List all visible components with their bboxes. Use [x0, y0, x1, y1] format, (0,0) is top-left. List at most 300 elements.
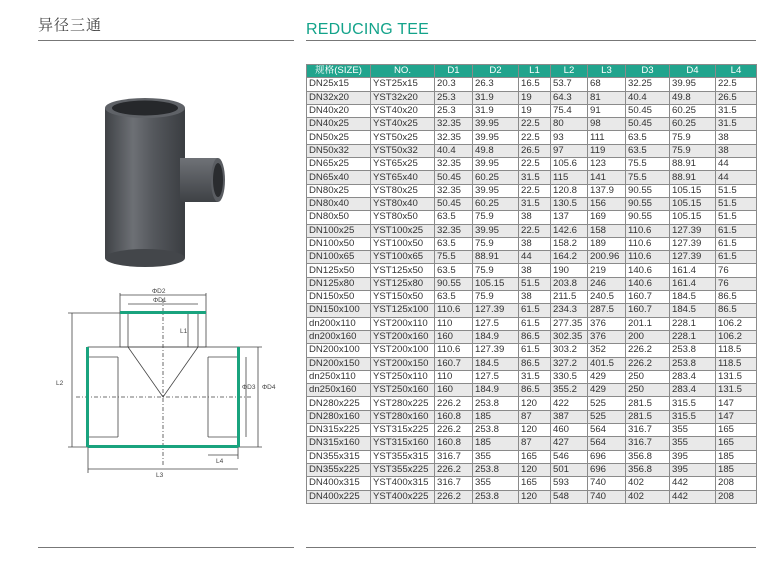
- table-cell: 127.5: [473, 317, 519, 330]
- table-cell: 38: [519, 291, 551, 304]
- table-cell: DN100x65: [307, 251, 371, 264]
- table-cell: 120: [519, 397, 551, 410]
- dimension-drawing: [48, 285, 288, 480]
- table-cell: 32.35: [435, 131, 473, 144]
- table-cell: 228.1: [670, 317, 716, 330]
- table-cell: 127.39: [670, 224, 716, 237]
- table-cell: 501: [551, 463, 588, 476]
- table-row: [307, 277, 757, 290]
- table-cell: 355.2: [551, 384, 588, 397]
- table-cell: 39.95: [473, 118, 519, 131]
- table-cell: 86.5: [519, 330, 551, 343]
- table-cell: 44: [716, 171, 757, 184]
- table-row: [307, 370, 757, 383]
- table-cell: YST65x25: [371, 158, 435, 171]
- table-cell: 61.5: [519, 317, 551, 330]
- table-cell: DN50x32: [307, 144, 371, 157]
- table-cell: 387: [551, 410, 588, 423]
- table-cell: 376: [588, 317, 626, 330]
- column-header: D1: [435, 65, 473, 78]
- table-cell: DN80x40: [307, 197, 371, 210]
- table-cell: dn200x160: [307, 330, 371, 343]
- table-cell: 201.1: [626, 317, 670, 330]
- table-cell: 75.9: [670, 131, 716, 144]
- reducing-tee-spec-table: [306, 64, 757, 504]
- table-cell: 51.5: [716, 211, 757, 224]
- table-cell: 160.7: [626, 291, 670, 304]
- label-od2: ΦD2: [152, 288, 166, 295]
- table-cell: 303.2: [551, 344, 588, 357]
- table-row: [307, 197, 757, 210]
- table-cell: 110.6: [626, 251, 670, 264]
- title-divider-right: [306, 40, 756, 41]
- table-cell: 253.8: [473, 397, 519, 410]
- table-cell: 593: [551, 477, 588, 490]
- table-row: [307, 317, 757, 330]
- table-row: [307, 490, 757, 503]
- table-cell: 250: [626, 384, 670, 397]
- table-cell: 110.6: [435, 304, 473, 317]
- table-cell: 32.35: [435, 224, 473, 237]
- table-cell: YST250x160: [371, 384, 435, 397]
- table-cell: 61.5: [716, 251, 757, 264]
- table-cell: 281.5: [626, 410, 670, 423]
- table-row: [307, 384, 757, 397]
- table-cell: 696: [588, 450, 626, 463]
- table-cell: 22.5: [519, 131, 551, 144]
- table-cell: YST355x225: [371, 463, 435, 476]
- table-cell: YST200x150: [371, 357, 435, 370]
- table-cell: 234.3: [551, 304, 588, 317]
- table-cell: 90.55: [626, 211, 670, 224]
- table-cell: 120: [519, 463, 551, 476]
- table-cell: 86.5: [716, 304, 757, 317]
- table-cell: 118.5: [716, 357, 757, 370]
- table-cell: 158.2: [551, 237, 588, 250]
- table-cell: YST400x315: [371, 477, 435, 490]
- table-cell: 106.2: [716, 317, 757, 330]
- table-cell: 38: [519, 264, 551, 277]
- table-header-row: [307, 65, 757, 78]
- table-cell: 140.6: [626, 264, 670, 277]
- table-cell: 226.2: [435, 424, 473, 437]
- table-cell: 141: [588, 171, 626, 184]
- table-cell: 38: [519, 237, 551, 250]
- table-cell: 63.5: [435, 237, 473, 250]
- table-cell: 90.55: [435, 277, 473, 290]
- table-body: [307, 78, 757, 504]
- table-cell: 38: [519, 211, 551, 224]
- table-cell: 110.6: [626, 237, 670, 250]
- table-cell: 427: [551, 437, 588, 450]
- table-cell: 127.39: [670, 251, 716, 264]
- label-l1: L1: [180, 328, 188, 335]
- table-cell: 127.39: [473, 304, 519, 317]
- table-cell: 160: [435, 330, 473, 343]
- table-cell: 156: [588, 197, 626, 210]
- table-cell: 91: [588, 104, 626, 117]
- table-cell: 246: [588, 277, 626, 290]
- table-cell: DN65x40: [307, 171, 371, 184]
- table-cell: 90.55: [626, 197, 670, 210]
- table-cell: YST100x65: [371, 251, 435, 264]
- table-cell: 75.5: [435, 251, 473, 264]
- table-cell: 140.6: [626, 277, 670, 290]
- table-cell: 88.91: [473, 251, 519, 264]
- table-cell: 31.9: [473, 91, 519, 104]
- table-cell: 525: [588, 410, 626, 423]
- table-cell: 147: [716, 397, 757, 410]
- table-cell: 203.8: [551, 277, 588, 290]
- table-cell: 189: [588, 237, 626, 250]
- table-row: [307, 118, 757, 131]
- table-cell: 546: [551, 450, 588, 463]
- table-cell: 75.5: [626, 171, 670, 184]
- table-cell: 200.96: [588, 251, 626, 264]
- table-cell: 31.5: [519, 197, 551, 210]
- table-cell: 88.91: [670, 171, 716, 184]
- table-cell: 160: [435, 384, 473, 397]
- table-row: [307, 224, 757, 237]
- table-cell: 142.6: [551, 224, 588, 237]
- table-row: [307, 237, 757, 250]
- table-cell: 25.3: [435, 104, 473, 117]
- table-cell: DN200x150: [307, 357, 371, 370]
- table-cell: 253.8: [473, 424, 519, 437]
- table-cell: 22.5: [519, 158, 551, 171]
- table-row: [307, 424, 757, 437]
- table-cell: YST50x32: [371, 144, 435, 157]
- table-cell: 60.25: [670, 104, 716, 117]
- column-header: D2: [473, 65, 519, 78]
- table-cell: 564: [588, 437, 626, 450]
- footer-divider-left: [38, 547, 294, 548]
- table-row: [307, 410, 757, 423]
- table-row: [307, 330, 757, 343]
- table-cell: YST315x225: [371, 424, 435, 437]
- table-cell: 283.4: [670, 370, 716, 383]
- table-cell: 165: [716, 437, 757, 450]
- table-row: [307, 104, 757, 117]
- table-cell: YST125x50: [371, 264, 435, 277]
- table-cell: 32.35: [435, 158, 473, 171]
- table-cell: YST40x25: [371, 118, 435, 131]
- table-cell: 31.9: [473, 104, 519, 117]
- table-cell: 39.95: [473, 224, 519, 237]
- table-cell: 75.9: [473, 291, 519, 304]
- table-cell: 442: [670, 477, 716, 490]
- table-row: [307, 357, 757, 370]
- table-cell: YST250x110: [371, 370, 435, 383]
- table-cell: YST315x160: [371, 437, 435, 450]
- table-cell: 63.5: [626, 131, 670, 144]
- table-cell: 442: [670, 490, 716, 503]
- table-cell: 20.3: [435, 78, 473, 91]
- page-title-english: REDUCING TEE: [306, 21, 430, 38]
- table-cell: 402: [626, 490, 670, 503]
- label-l3: L3: [156, 472, 164, 479]
- table-cell: 50.45: [435, 197, 473, 210]
- table-cell: 111: [588, 131, 626, 144]
- table-cell: 39.95: [473, 158, 519, 171]
- table-cell: 137: [551, 211, 588, 224]
- table-row: [307, 184, 757, 197]
- table-cell: 60.25: [473, 171, 519, 184]
- table-cell: 315.5: [670, 410, 716, 423]
- table-cell: 40.4: [435, 144, 473, 157]
- table-cell: DN200x100: [307, 344, 371, 357]
- table-cell: 76: [716, 264, 757, 277]
- table-cell: YST40x20: [371, 104, 435, 117]
- table-cell: 75.9: [473, 237, 519, 250]
- title-divider-left: [38, 40, 294, 41]
- reducing-tee-photo: [80, 88, 230, 273]
- table-cell: 39.95: [473, 184, 519, 197]
- table-cell: 31.5: [519, 171, 551, 184]
- table-cell: 355: [473, 477, 519, 490]
- table-cell: 137.9: [588, 184, 626, 197]
- table-cell: 22.5: [519, 118, 551, 131]
- table-cell: DN315x225: [307, 424, 371, 437]
- table-cell: 184.5: [670, 291, 716, 304]
- table-cell: 250: [626, 370, 670, 383]
- table-row: [307, 251, 757, 264]
- label-l4: L4: [216, 458, 224, 465]
- table-cell: 226.2: [435, 490, 473, 503]
- table-cell: 75.9: [473, 211, 519, 224]
- table-cell: 118.5: [716, 344, 757, 357]
- table-cell: 287.5: [588, 304, 626, 317]
- table-cell: 120: [519, 424, 551, 437]
- table-cell: 64.3: [551, 91, 588, 104]
- table-cell: 19: [519, 91, 551, 104]
- table-cell: 422: [551, 397, 588, 410]
- table-cell: 61.5: [519, 304, 551, 317]
- table-row: [307, 264, 757, 277]
- table-cell: 130.5: [551, 197, 588, 210]
- table-cell: 355: [670, 424, 716, 437]
- table-row: [307, 131, 757, 144]
- table-cell: 63.5: [435, 264, 473, 277]
- table-row: [307, 78, 757, 91]
- table-cell: DN400x225: [307, 490, 371, 503]
- table-cell: YST50x25: [371, 131, 435, 144]
- table-cell: 105.15: [670, 197, 716, 210]
- table-cell: 460: [551, 424, 588, 437]
- table-cell: 32.25: [626, 78, 670, 91]
- table-cell: 50.45: [626, 118, 670, 131]
- table-cell: YST400x225: [371, 490, 435, 503]
- table-cell: 39.95: [473, 131, 519, 144]
- table-cell: 31.5: [519, 370, 551, 383]
- table-row: [307, 450, 757, 463]
- table-row: [307, 463, 757, 476]
- table-cell: 356.8: [626, 463, 670, 476]
- table-cell: 110.6: [626, 224, 670, 237]
- column-header: L2: [551, 65, 588, 78]
- table-cell: 31.5: [716, 118, 757, 131]
- table-cell: YST125x80: [371, 277, 435, 290]
- table-cell: 190: [551, 264, 588, 277]
- table-cell: DN40x20: [307, 104, 371, 117]
- table-cell: 356.8: [626, 450, 670, 463]
- table-row: [307, 304, 757, 317]
- table-cell: 120: [519, 490, 551, 503]
- table-cell: 185: [716, 450, 757, 463]
- table-cell: YST150x50: [371, 291, 435, 304]
- table-cell: 51.5: [716, 197, 757, 210]
- table-cell: YST200x110: [371, 317, 435, 330]
- table-cell: 395: [670, 450, 716, 463]
- table-cell: 160.7: [626, 304, 670, 317]
- table-cell: 226.2: [435, 397, 473, 410]
- table-cell: 696: [588, 463, 626, 476]
- table-cell: YST80x25: [371, 184, 435, 197]
- table-row: [307, 397, 757, 410]
- table-cell: 32.35: [435, 118, 473, 131]
- table-cell: 281.5: [626, 397, 670, 410]
- table-cell: 61.5: [519, 344, 551, 357]
- table-cell: 49.8: [670, 91, 716, 104]
- table-cell: 76: [716, 277, 757, 290]
- table-cell: 330.5: [551, 370, 588, 383]
- table-cell: 429: [588, 370, 626, 383]
- table-cell: 19: [519, 104, 551, 117]
- table-cell: 32.35: [435, 184, 473, 197]
- table-cell: 51.5: [519, 277, 551, 290]
- table-cell: dn250x110: [307, 370, 371, 383]
- table-cell: 75.5: [626, 158, 670, 171]
- label-od4: ΦD4: [262, 384, 276, 391]
- table-cell: 316.7: [626, 424, 670, 437]
- table-cell: 90.55: [626, 184, 670, 197]
- table-cell: 169: [588, 211, 626, 224]
- table-cell: 16.5: [519, 78, 551, 91]
- table-row: [307, 144, 757, 157]
- table-cell: DN355x225: [307, 463, 371, 476]
- table-cell: 376: [588, 330, 626, 343]
- table-cell: 740: [588, 477, 626, 490]
- table-row: [307, 291, 757, 304]
- table-cell: 226.2: [626, 344, 670, 357]
- table-cell: DN32x20: [307, 91, 371, 104]
- table-cell: 548: [551, 490, 588, 503]
- table-cell: 200: [626, 330, 670, 343]
- table-cell: 26.3: [473, 78, 519, 91]
- table-row: [307, 437, 757, 450]
- table-cell: DN315x160: [307, 437, 371, 450]
- table-cell: 105.15: [670, 184, 716, 197]
- table-cell: 316.7: [435, 450, 473, 463]
- table-cell: 228.1: [670, 330, 716, 343]
- table-cell: 105.6: [551, 158, 588, 171]
- table-cell: 401.5: [588, 357, 626, 370]
- table-cell: 240.5: [588, 291, 626, 304]
- table-cell: YST100x50: [371, 237, 435, 250]
- table-cell: DN280x225: [307, 397, 371, 410]
- table-cell: 160.7: [435, 357, 473, 370]
- table-cell: 86.5: [716, 291, 757, 304]
- table-cell: 49.8: [473, 144, 519, 157]
- table-cell: 22.5: [716, 78, 757, 91]
- column-header: NO.: [371, 65, 435, 78]
- table-cell: 39.95: [670, 78, 716, 91]
- table-cell: 50.45: [435, 171, 473, 184]
- label-od3: ΦD3: [242, 384, 256, 391]
- table-cell: YST280x225: [371, 397, 435, 410]
- table-cell: 63.5: [435, 291, 473, 304]
- table-cell: YST200x100: [371, 344, 435, 357]
- table-cell: DN40x25: [307, 118, 371, 131]
- table-cell: 105.15: [473, 277, 519, 290]
- table-cell: 38: [716, 144, 757, 157]
- table-cell: 87: [519, 410, 551, 423]
- table-cell: 51.5: [716, 184, 757, 197]
- table-cell: 26.5: [519, 144, 551, 157]
- table-cell: dn200x110: [307, 317, 371, 330]
- table-cell: 158: [588, 224, 626, 237]
- table-cell: DN150x100: [307, 304, 371, 317]
- table-cell: 127.5: [473, 370, 519, 383]
- table-row: [307, 158, 757, 171]
- table-cell: 184.9: [473, 330, 519, 343]
- table-cell: 106.2: [716, 330, 757, 343]
- table-cell: 164.2: [551, 251, 588, 264]
- table-cell: 63.5: [435, 211, 473, 224]
- table-cell: DN25x15: [307, 78, 371, 91]
- table-cell: 160.8: [435, 437, 473, 450]
- table-cell: YST32x20: [371, 91, 435, 104]
- table-cell: 60.25: [473, 197, 519, 210]
- table-cell: 127.39: [670, 237, 716, 250]
- footer-divider-right: [306, 547, 756, 548]
- table-cell: 315.5: [670, 397, 716, 410]
- table-cell: 131.5: [716, 384, 757, 397]
- table-cell: DN80x25: [307, 184, 371, 197]
- table-cell: 86.5: [519, 357, 551, 370]
- table-cell: 40.4: [626, 91, 670, 104]
- table-cell: 68: [588, 78, 626, 91]
- table-cell: 123: [588, 158, 626, 171]
- table-cell: DN125x50: [307, 264, 371, 277]
- table-cell: 302.35: [551, 330, 588, 343]
- table-cell: 161.4: [670, 264, 716, 277]
- table-cell: 165: [519, 450, 551, 463]
- table-cell: 31.5: [716, 104, 757, 117]
- table-cell: 740: [588, 490, 626, 503]
- table-cell: 253.8: [670, 357, 716, 370]
- column-header: L3: [588, 65, 626, 78]
- table-cell: 120.8: [551, 184, 588, 197]
- column-header: L4: [716, 65, 757, 78]
- table-cell: 147: [716, 410, 757, 423]
- table-cell: DN65x25: [307, 158, 371, 171]
- table-cell: 110: [435, 317, 473, 330]
- table-cell: 355: [670, 437, 716, 450]
- table-cell: 525: [588, 397, 626, 410]
- table-cell: 165: [519, 477, 551, 490]
- table-cell: 44: [716, 158, 757, 171]
- table-cell: 63.5: [626, 144, 670, 157]
- table-cell: 160.8: [435, 410, 473, 423]
- table-cell: 75.4: [551, 104, 588, 117]
- table-cell: 185: [473, 437, 519, 450]
- table-cell: 119: [588, 144, 626, 157]
- table-cell: 22.5: [519, 184, 551, 197]
- table-cell: 110.6: [435, 344, 473, 357]
- table-cell: 80: [551, 118, 588, 131]
- table-cell: YST25x15: [371, 78, 435, 91]
